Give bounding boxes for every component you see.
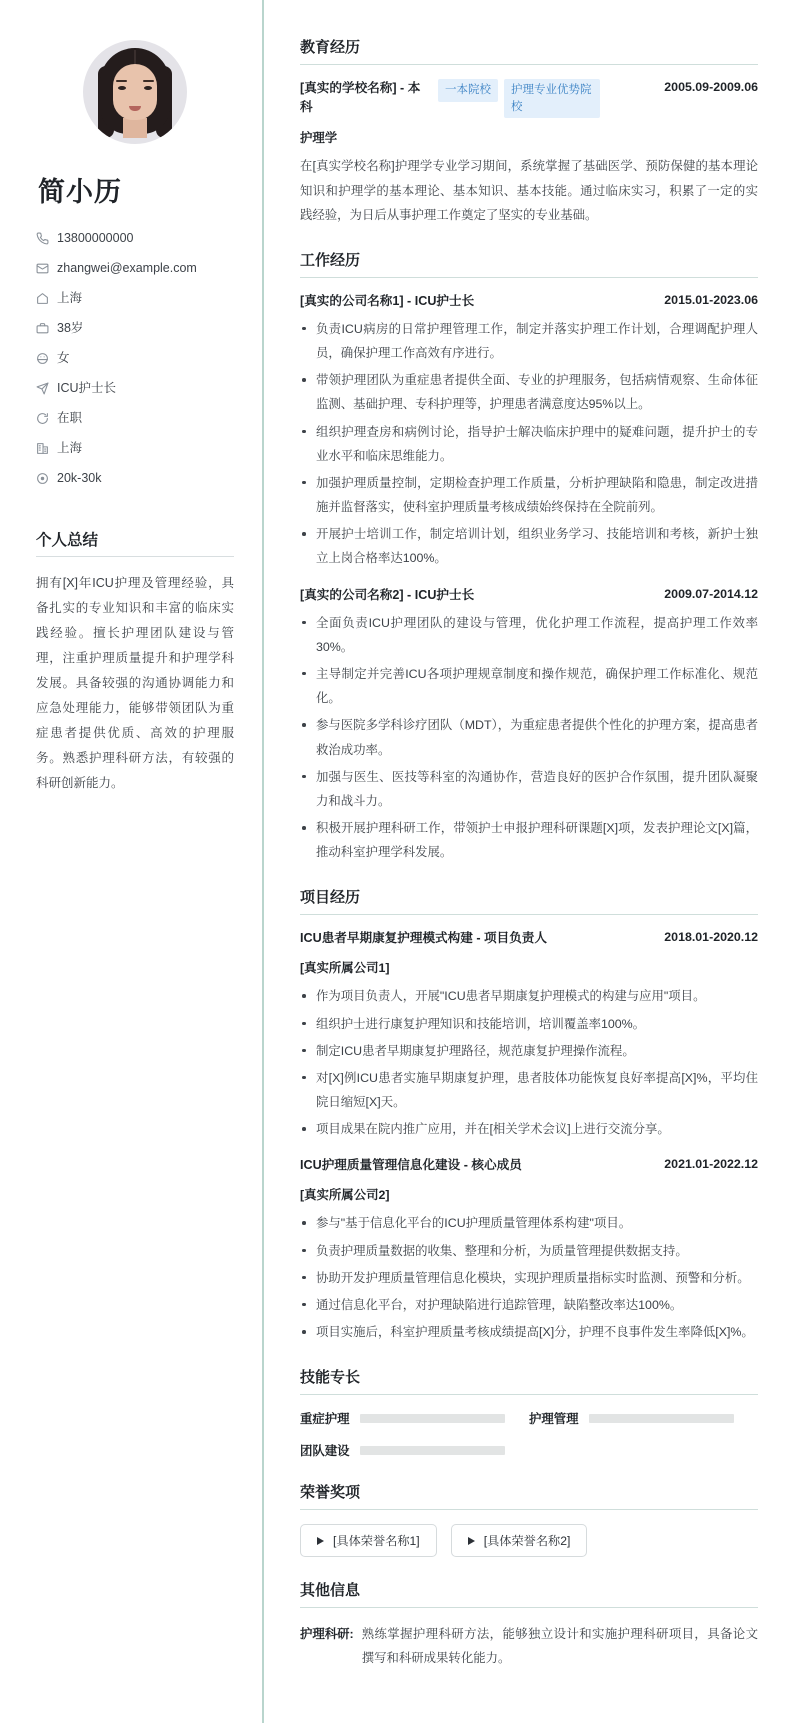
contact-value-gender: 女 — [57, 351, 70, 365]
section-work — [300, 249, 758, 865]
education-school-name: [真实的学校名称] - 本科 — [300, 81, 421, 114]
project-date: 2018.01-2020.12 — [664, 930, 758, 945]
summary-section-title: 个人总结 — [36, 528, 234, 557]
skills-grid — [300, 1409, 758, 1459]
list-item: 通过信息化平台，对护理缺陷进行追踪管理，缺陷整改率达100%。 — [300, 1293, 758, 1317]
status-icon — [36, 412, 55, 425]
work-date: 2009.07-2014.12 — [664, 586, 758, 601]
other-info-row — [300, 1622, 758, 1670]
contact-value-salary: 20k-30k — [57, 471, 102, 485]
section-title-projects: 项目经历 — [300, 886, 758, 915]
contact-item-email — [36, 261, 234, 276]
avatar-wrapper — [36, 40, 234, 144]
list-item: 组织护理查房和病例讨论，指导护士解决临床护理中的疑难问题，提升护士的专业水平和临床思维能力。 — [300, 420, 758, 468]
home-icon — [36, 292, 55, 305]
project-title: ICU患者早期康复护理模式构建 - 项目负责人 — [300, 931, 547, 946]
contact-info-list — [36, 231, 234, 486]
project-company: [真实所属公司2] — [300, 1188, 390, 1203]
project-date: 2021.01-2022.12 — [664, 1157, 758, 1172]
summary-text: 拥有[X]年ICU护理及管理经验，具备扎实的专业知识和丰富的临床实践经验。擅长护理团队建设与管理，注重护理质量提升和护理学科发展。具备较强的沟通协调能力和应急处理能力，能够带领团队为重症患者提供优质、高效的护理服务。熟悉护理科研方法，有较强的科研创新能力。 — [36, 576, 234, 790]
contact-item-location — [36, 291, 234, 306]
sidebar — [0, 0, 264, 1723]
avatar — [83, 40, 187, 144]
skill-progress-track — [360, 1446, 505, 1455]
other-info-label: 护理科研: — [300, 1627, 354, 1642]
main-content — [264, 0, 794, 1723]
skill-label: 护理管理 — [529, 1412, 579, 1427]
work-entry — [300, 586, 758, 865]
contact-item-age — [36, 321, 234, 336]
education-date: 2005.09-2009.06 — [664, 80, 758, 94]
work-company-title: [真实的公司名称1] - ICU护士长 — [300, 293, 475, 308]
honor-label: [具体荣誉名称2] — [483, 1534, 571, 1549]
play-triangle-icon — [317, 1537, 324, 1545]
avatar-brow-left — [116, 80, 127, 82]
section-skills — [300, 1366, 758, 1459]
work-company-title: [真实的公司名称2] - ICU护士长 — [300, 587, 475, 602]
education-entry-header — [300, 79, 758, 118]
page-title: 简小历 — [38, 177, 122, 207]
play-triangle-icon — [468, 1537, 475, 1545]
paperplane-icon — [36, 382, 55, 395]
project-bullets — [300, 1211, 758, 1344]
project-entry-header — [300, 1156, 758, 1175]
section-title-honors: 荣誉奖项 — [300, 1481, 758, 1510]
contact-value-status: 在职 — [57, 411, 83, 425]
education-description: 在[真实学校名称]护理学专业学习期间，系统掌握了基础医学、预防保健的基本理论知识和护理学的基本理论、基本知识、基本技能。通过临床实习，积累了一定的实践经验，为日后从事护理工作奠定了坚实的专业基础。 — [300, 159, 758, 222]
skill-label: 重症护理 — [300, 1412, 350, 1427]
contact-value-location: 上海 — [57, 291, 83, 305]
contact-value-city: 上海 — [57, 441, 83, 455]
contact-item-city — [36, 441, 234, 456]
work-entry-header — [300, 586, 758, 605]
section-honors — [300, 1481, 758, 1557]
list-item: 项目成果在院内推广应用，并在[相关学术会议]上进行交流分享。 — [300, 1117, 758, 1141]
list-item: 积极开展护理科研工作，带领护士申报护理科研课题[X]项，发表护理论文[X]篇，推动科室护理学科发展。 — [300, 816, 758, 864]
contact-item-phone — [36, 231, 234, 246]
work-date: 2015.01-2023.06 — [664, 292, 758, 307]
list-item: 对[X]例ICU患者实施早期康复护理，患者肢体功能恢复良好率提高[X]%，平均住院日缩短[X]天。 — [300, 1066, 758, 1114]
project-entry — [300, 1156, 758, 1344]
list-item: 组织护士进行康复护理知识和技能培训，培训覆盖率100%。 — [300, 1012, 758, 1036]
honor-chip[interactable] — [300, 1524, 437, 1557]
email-icon — [36, 262, 55, 275]
project-entry — [300, 929, 758, 1141]
list-item: 开展护士培训工作，制定培训计划，组织业务学习、技能培训和考核，新护士独立上岗合格率达100%。 — [300, 522, 758, 570]
project-entry-header — [300, 929, 758, 948]
skill-item — [300, 1441, 529, 1459]
section-title-other-info: 其他信息 — [300, 1579, 758, 1608]
avatar-brow-right — [143, 80, 154, 82]
contact-value-position: ICU护士长 — [57, 381, 117, 395]
honor-label: [具体荣誉名称1] — [333, 1534, 420, 1549]
list-item: 加强护理质量控制，定期检查护理工作质量，分析护理缺陷和隐患，制定改进措施并监督落实，使科室护理质量考核成绩始终保持在全院前列。 — [300, 471, 758, 519]
briefcase-icon — [36, 322, 55, 335]
contact-value-phone: 13800000000 — [57, 231, 134, 245]
contact-item-gender — [36, 351, 234, 366]
section-projects — [300, 886, 758, 1344]
education-entry — [300, 79, 758, 227]
section-title-education: 教育经历 — [300, 36, 758, 65]
list-item: 参与医院多学科诊疗团队（MDT），为重症患者提供个性化的护理方案，提高患者救治成功率。 — [300, 713, 758, 761]
work-bullets — [300, 317, 758, 571]
salary-icon — [36, 472, 55, 485]
honor-chip[interactable] — [451, 1524, 588, 1557]
work-entry-header — [300, 292, 758, 311]
list-item: 制定ICU患者早期康复护理路径，规范康复护理操作流程。 — [300, 1039, 758, 1063]
contact-item-salary — [36, 471, 234, 486]
other-info-value: 熟练掌握护理科研方法，能够独立设计和实施护理科研项目，具备论文撰写和科研成果转化能力。 — [361, 1627, 758, 1666]
section-title-work: 工作经历 — [300, 249, 758, 278]
work-entry — [300, 292, 758, 571]
list-item: 协助开发护理质量管理信息化模块，实现护理质量指标实时监测、预警和分析。 — [300, 1266, 758, 1290]
section-education — [300, 36, 758, 227]
education-tag: 一本院校 — [438, 79, 498, 102]
list-item: 项目实施后，科室护理质量考核成绩提高[X]分，护理不良事件发生率降低[X]%。 — [300, 1320, 758, 1344]
gender-icon — [36, 352, 55, 365]
section-title-skills: 技能专长 — [300, 1366, 758, 1395]
work-bullets — [300, 611, 758, 865]
project-title: ICU护理质量管理信息化建设 - 核心成员 — [300, 1158, 522, 1173]
list-item: 全面负责ICU护理团队的建设与管理，优化护理工作流程，提高护理工作效率30%。 — [300, 611, 758, 659]
avatar-eye-left — [118, 86, 126, 90]
phone-icon — [36, 232, 55, 245]
education-entry-header-left — [300, 79, 654, 118]
avatar-face — [113, 64, 157, 120]
avatar-eye-right — [144, 86, 152, 90]
section-other-info — [300, 1579, 758, 1670]
list-item: 加强与医生、医技等科室的沟通协作，营造良好的医护合作氛围，提升团队凝聚力和战斗力。 — [300, 765, 758, 813]
list-item: 作为项目负责人，开展"ICU患者早期康复护理模式的构建与应用"项目。 — [300, 984, 758, 1008]
list-item: 带领护理团队为重症患者提供全面、专业的护理服务，包括病情观察、生命体征监测、基础护理、专科护理等，护理患者满意度达95%以上。 — [300, 368, 758, 416]
skill-item — [529, 1409, 758, 1427]
contact-value-age: 38岁 — [57, 321, 84, 335]
skill-item — [300, 1409, 529, 1427]
skill-progress-track — [589, 1414, 734, 1423]
education-major: 护理学 — [300, 131, 338, 146]
skill-label: 团队建设 — [300, 1444, 350, 1459]
avatar-neck — [123, 118, 147, 138]
contact-item-position — [36, 381, 234, 396]
list-item: 主导制定并完善ICU各项护理规章制度和操作规范，确保护理工作标准化、规范化。 — [300, 662, 758, 710]
contact-value-email: zhangwei@example.com — [57, 261, 197, 275]
project-bullets — [300, 984, 758, 1141]
list-item: 参与"基于信息化平台的ICU护理质量管理体系构建"项目。 — [300, 1211, 758, 1235]
list-item: 负责护理质量数据的收集、整理和分析，为质量管理提供数据支持。 — [300, 1239, 758, 1263]
skill-progress-track — [360, 1414, 505, 1423]
list-item: 负责ICU病房的日常护理管理工作，制定并落实护理工作计划，合理调配护理人员，确保护理工作高效有序进行。 — [300, 317, 758, 365]
contact-item-status — [36, 411, 234, 426]
building-icon — [36, 442, 55, 455]
project-company: [真实所属公司1] — [300, 961, 390, 976]
education-tag: 护理专业优势院校 — [504, 79, 600, 118]
honor-list — [300, 1524, 758, 1557]
